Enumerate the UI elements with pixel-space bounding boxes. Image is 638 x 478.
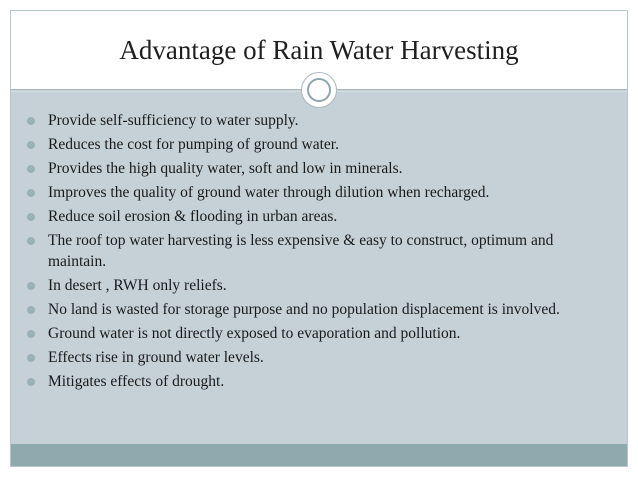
bullet-dot-icon [27,330,35,338]
bullet-dot-icon [27,306,35,314]
list-item [23,134,603,155]
bullet-dot-icon [27,237,35,245]
bullet-dot-icon [27,189,35,197]
list-item [23,299,603,320]
bullet-dot-icon [27,282,35,290]
list-item-text: Reduce soil erosion & flooding in urban areas. [48,208,338,225]
bullet-dot-icon [27,117,35,125]
list-item [23,230,603,272]
bullet-list [11,110,627,392]
list-item [23,347,603,368]
slide-frame [10,10,628,467]
list-item-text: Effects rise in ground water levels. [48,349,264,366]
list-item [23,371,603,392]
list-item-text: Ground water is not directly exposed to evaporation and pollution. [48,325,461,342]
slide-title: Advantage of Rain Water Harvesting [119,35,519,65]
list-item-text: Provides the high quality water, soft and low in minerals. [48,160,403,177]
footer-bar [11,444,627,466]
list-item-text: The roof top water harvesting is less expensive & easy to construct, optimum and maintain. [48,232,554,270]
list-item-text: Improves the quality of ground water through dilution when recharged. [48,184,490,201]
list-item [23,158,603,179]
list-item-text: Mitigates effects of drought. [48,373,225,390]
bullet-dot-icon [27,141,35,149]
content-area [11,110,627,395]
list-item-text: Provide self-sufficiency to water supply. [48,112,299,129]
bullet-dot-icon [27,378,35,386]
list-item [23,323,603,344]
bullet-dot-icon [27,213,35,221]
bullet-dot-icon [27,165,35,173]
circle-badge-inner [307,78,331,102]
list-item-text: No land is wasted for storage purpose and no population displacement is involved. [48,301,560,318]
list-item-text: Reduces the cost for pumping of ground water. [48,136,339,153]
circle-badge-icon [301,72,337,108]
bullet-dot-icon [27,354,35,362]
list-item [23,275,603,296]
list-item [23,206,603,227]
list-item [23,182,603,203]
list-item [23,110,603,131]
list-item-text: In desert , RWH only reliefs. [48,277,227,294]
